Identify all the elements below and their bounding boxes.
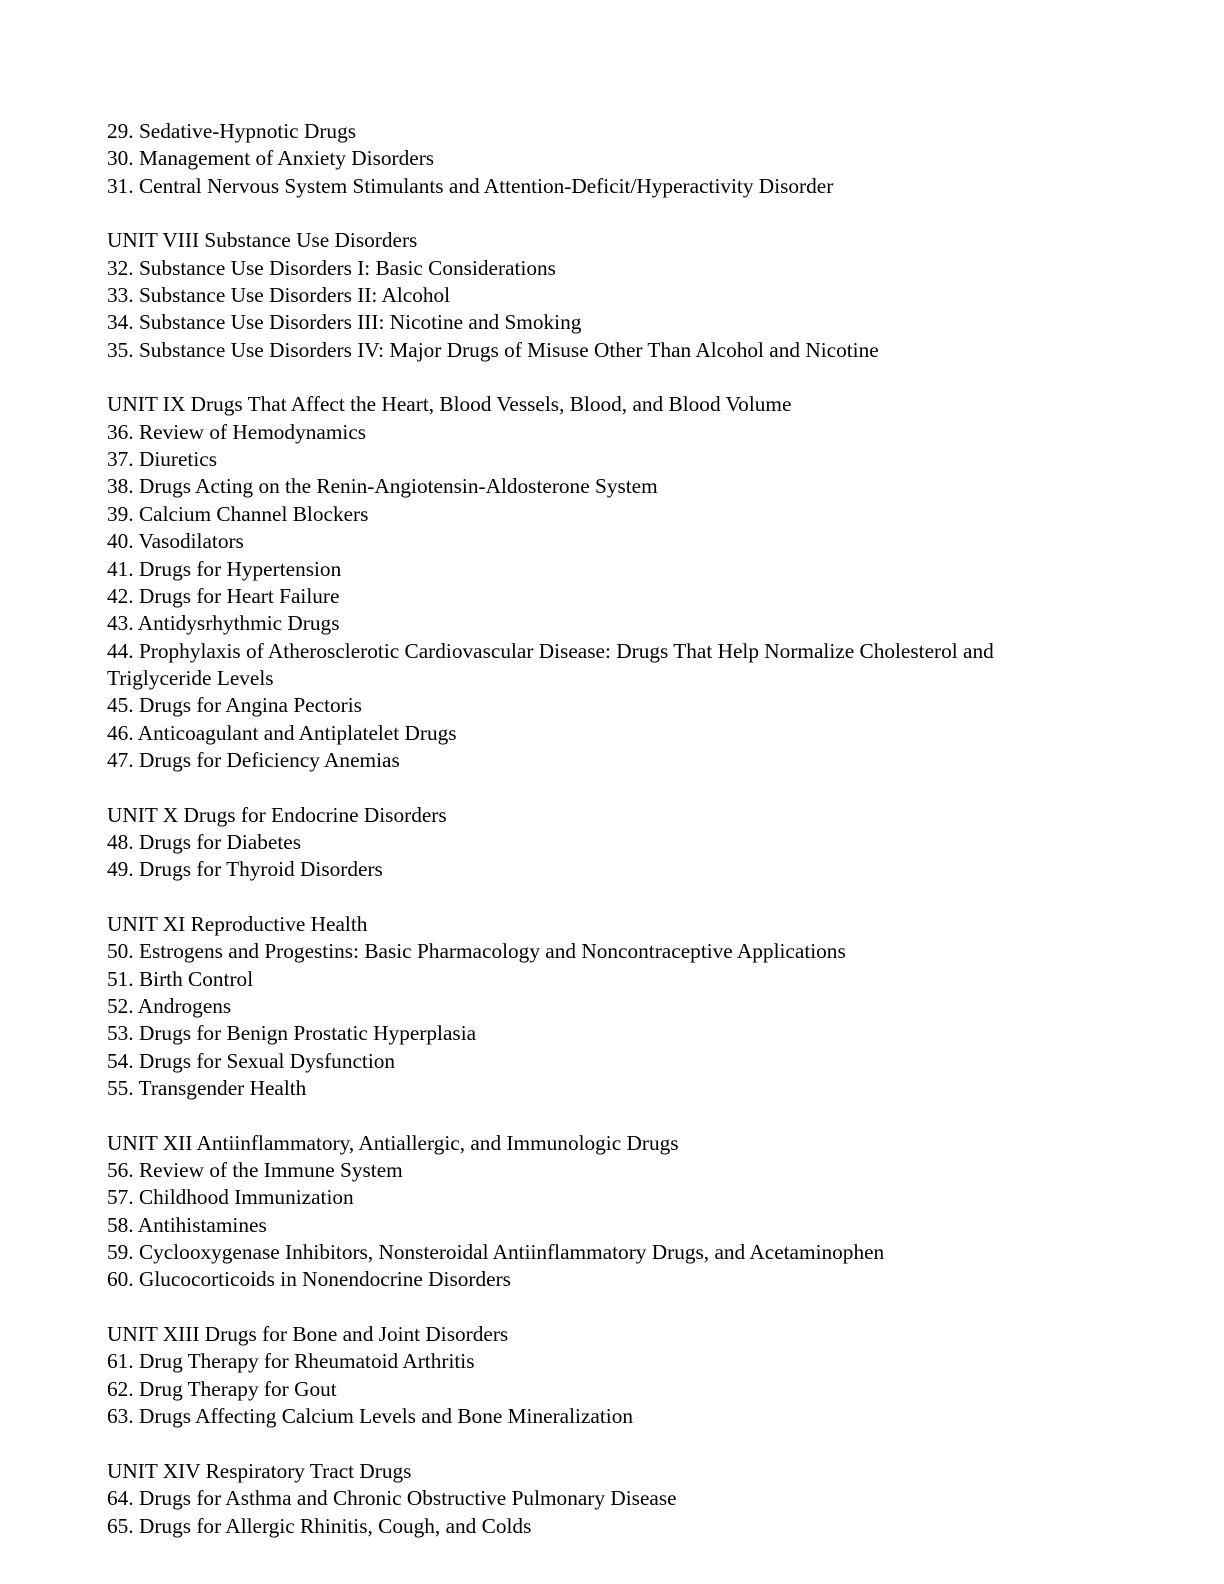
unit-heading: UNIT XIV Respiratory Tract Drugs [107, 1458, 412, 1483]
toc-line: 47. Drugs for Deficiency Anemias [107, 747, 400, 772]
spacer [107, 1102, 1117, 1129]
spacer [107, 1431, 1117, 1458]
unit-heading: UNIT XIII Drugs for Bone and Joint Disorders [107, 1322, 509, 1347]
toc-line: 43. Antidysrhythmic Drugs [107, 611, 340, 636]
toc-line: 35. Substance Use Disorders IV: Major Drugs of Misuse Other Than Alcohol and Nicotine [107, 337, 879, 362]
toc-line: 51. Birth Control [107, 966, 254, 991]
toc-line: 58. Antihistamines [107, 1212, 267, 1237]
toc-line: 39. Calcium Channel Blockers [107, 501, 369, 526]
toc-line: 44. Prophylaxis of Atherosclerotic Cardiovascular Disease: Drugs That Help Normalize Cholesterol and [107, 638, 994, 663]
toc-line: 31. Central Nervous System Stimulants and Attention-Deficit/Hyperactivity Disorder [107, 173, 834, 198]
toc-line: 56. Review of the Immune System [107, 1158, 403, 1183]
toc-line: 49. Drugs for Thyroid Disorders [107, 857, 383, 882]
toc-line: 61. Drug Therapy for Rheumatoid Arthritis [107, 1349, 475, 1374]
toc-line: 40. Vasodilators [107, 529, 244, 554]
toc-line: 53. Drugs for Benign Prostatic Hyperplasia [107, 1021, 477, 1046]
spacer [107, 774, 1117, 801]
toc-line: 34. Substance Use Disorders III: Nicotine and Smoking [107, 310, 582, 335]
spacer [107, 884, 1117, 911]
toc-line: 55. Transgender Health [107, 1076, 307, 1101]
unit-heading: UNIT X Drugs for Endocrine Disorders [107, 802, 447, 827]
spacer [107, 364, 1117, 391]
toc-line: 57. Childhood Immunization [107, 1185, 354, 1210]
toc-line: 38. Drugs Acting on the Renin-Angiotensin-Aldosterone System [107, 474, 658, 499]
toc-line: 48. Drugs for Diabetes [107, 829, 301, 854]
toc-line: 29. Sedative-Hypnotic Drugs [107, 119, 357, 143]
toc-line: 46. Anticoagulant and Antiplatelet Drugs [107, 720, 457, 745]
toc-line: 37. Diuretics [107, 447, 218, 472]
spacer [107, 1294, 1117, 1321]
toc-line: 64. Drugs for Asthma and Chronic Obstructive Pulmonary Disease [107, 1486, 677, 1511]
toc-line: 50. Estrogens and Progestins: Basic Pharmacology and Noncontraceptive Applications [107, 939, 846, 964]
unit-heading: UNIT VIII Substance Use Disorders [107, 228, 418, 253]
toc-line: 30. Management of Anxiety Disorders [107, 146, 435, 171]
toc-line: 32. Substance Use Disorders I: Basic Considerations [107, 255, 556, 280]
table-of-contents [107, 118, 1117, 1540]
toc-line: 60. Glucocorticoids in Nonendocrine Disorders [107, 1267, 511, 1292]
toc-line: Triglyceride Levels [107, 665, 274, 690]
toc-line: 52. Androgens [107, 994, 232, 1018]
toc-line: 54. Drugs for Sexual Dysfunction [107, 1048, 396, 1073]
toc-line: 65. Drugs for Allergic Rhinitis, Cough, and Colds [107, 1513, 532, 1538]
toc-line: 45. Drugs for Angina Pectoris [107, 693, 362, 718]
toc-line: 62. Drug Therapy for Gout [107, 1376, 337, 1401]
toc-line: 41. Drugs for Hypertension [107, 556, 342, 581]
toc-line: 59. Cyclooxygenase Inhibitors, Nonsteroidal Antiinflammatory Drugs, and Acetaminophen [107, 1240, 885, 1265]
unit-heading: UNIT IX Drugs That Affect the Heart, Blood Vessels, Blood, and Blood Volume [107, 392, 792, 417]
toc-line: 42. Drugs for Heart Failure [107, 583, 340, 608]
unit-heading: UNIT XII Antiinflammatory, Antiallergic, and Immunologic Drugs [107, 1130, 679, 1155]
spacer [107, 200, 1117, 227]
toc-line: 63. Drugs Affecting Calcium Levels and Bone Mineralization [107, 1404, 633, 1429]
unit-heading: UNIT XI Reproductive Health [107, 911, 368, 936]
toc-line: 33. Substance Use Disorders II: Alcohol [107, 283, 451, 308]
toc-line: 36. Review of Hemodynamics [107, 419, 367, 444]
